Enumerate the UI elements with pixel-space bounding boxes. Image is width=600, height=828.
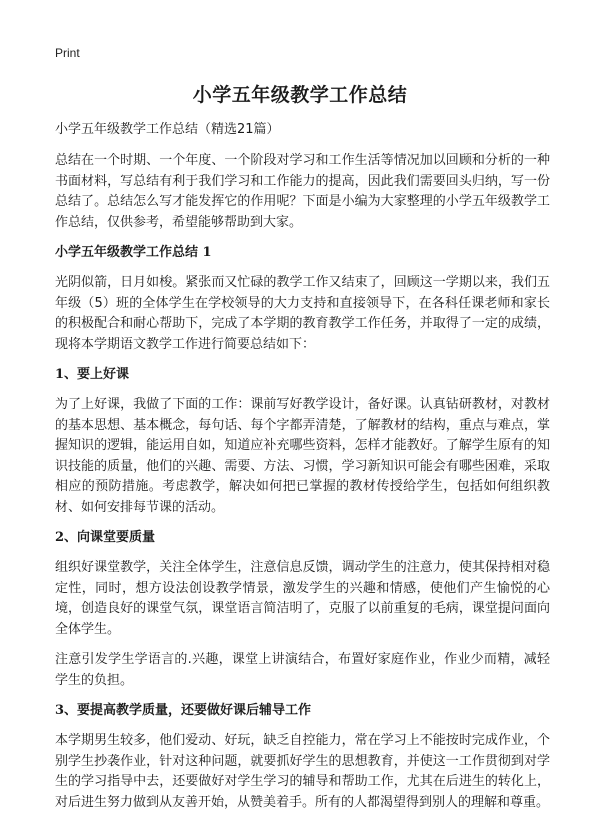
article-heading: 小学五年级教学工作总结 1 <box>55 245 212 260</box>
document-title: 小学五年级教学工作总结 <box>192 84 408 106</box>
intro-paragraph: 总结在一个时期、一个年度、一个阶段对学习和工作生活等情况加以回顾和分析的一种书面材料，写总结有利于我们学习和工作能力的提高，因此我们需要回头归纳，写一份总结了。总结怎么写才能发挥它的作用呢？下面是小编为大家整理的小学五年级教学工作总结，仅供参考，希望能够帮助到大家。 <box>55 153 550 230</box>
print-label: Print <box>55 46 80 60</box>
section-heading: 1、要上好课 <box>55 367 130 382</box>
section-paragraph: 注意引发学生学语言的.兴趣，课堂上讲演结合，布置好家庭作业，作业少而精，减轻学生的负担。 <box>55 652 550 688</box>
section-heading: 2、向课堂要质量 <box>55 530 156 545</box>
document-subtitle: 小学五年级教学工作总结（精选21篇） <box>55 122 280 137</box>
section-paragraph: 为了上好课，我做了下面的工作：课前写好教学设计，备好课。认真钻研教材，对教材的基本思想、基本概念，每句话、每个字都弄清楚，了解教材的结构，重点与难点，掌握知识的逻辑，能运用自如，知道应补充哪些资料，怎样才能教好。了解学生原有的知识技能的质量，他们的兴趣、需要、方法、习惯，学习新知识可能会有哪些困难，采取相应的预防措施。考虑教学，解决如何把已掌握的教材传授给学生，包括如何组织教材、如何安排每节课的活动。 <box>55 397 550 515</box>
document-body <box>55 120 550 823</box>
section-paragraph: 组织好课堂教学，关注全体学生，注意信息反馈，调动学生的注意力，使其保持相对稳定性，同时，想方设法创设教学情景，激发学生的兴趣和情感，使他们产生愉悦的心境，创造良好的课堂气氛，课堂语言简洁明了，克服了以前重复的毛病，课堂提问面向全体学生。 <box>55 560 550 637</box>
section-paragraph: 本学期男生较多，他们爱动、好玩，缺乏自控能力，常在学习上不能按时完成作业，个别学生抄袭作业，针对这种问题，就要抓好学生的思想教育，并使这一工作贯彻到对学生的学习指导中去，还要做好对学生学习的辅导和帮助工作，尤其在后进生的转化上，对后进生努力做到从友善开始，从赞美着手。所有的人都渴望得到别人的理解和尊重。 <box>55 733 550 810</box>
section-heading: 3、要提高教学质量，还要做好课后辅导工作 <box>55 703 312 718</box>
article-intro-paragraph: 光阴似箭，日月如梭。紧张而又忙碌的教学工作又结束了，回顾这一学期以来，我们五年级（5）班的全体学生在学校领导的大力支持和直接领导下，在各科任课老师和家长的积极配合和耐心帮助下，完成了本学期的教育教学工作任务，并取得了一定的成绩，现将本学期语文教学工作进行简要总结如下： <box>55 275 550 352</box>
